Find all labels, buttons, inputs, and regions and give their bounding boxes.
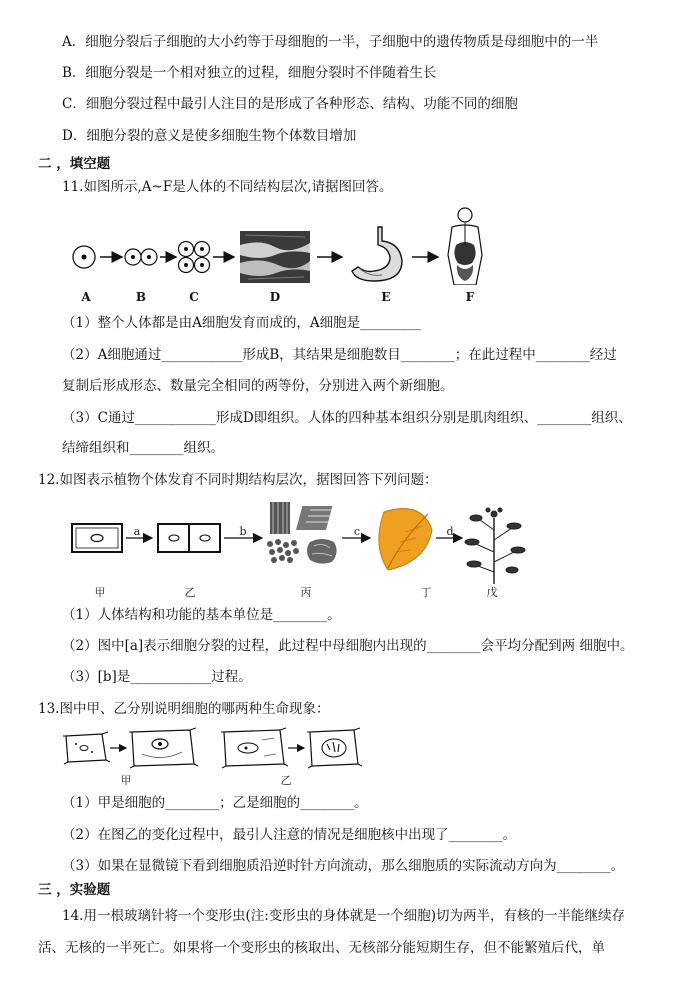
stomach-e-icon bbox=[352, 227, 402, 281]
figure-12-plant-development bbox=[66, 500, 536, 590]
question-14-line-2: 活、无核的一半死亡。如果将一个变形虫的核取出、无核部分能短期生存，但不能繁殖后代，单 bbox=[38, 940, 605, 956]
section-heading-fill-in: 二 ，填空题 bbox=[38, 156, 111, 172]
figure-12-label-wu: 戊 bbox=[486, 586, 498, 599]
figure-11-label-b: B bbox=[135, 290, 147, 304]
cell-c-icon bbox=[179, 242, 210, 273]
arrow-label-c: c bbox=[353, 525, 361, 538]
growth-large-cell-icon bbox=[129, 728, 198, 768]
question-11-part-2-cont: 复制后形成形态、数量完全相同的两等份，分别进入两个新细胞。 bbox=[62, 378, 454, 394]
cell-b-icon bbox=[125, 249, 157, 265]
figure-12-label-jia: 甲 bbox=[94, 586, 106, 599]
plant-wu-icon bbox=[465, 508, 525, 584]
figure-11-label-c: C bbox=[189, 290, 199, 304]
section-heading-experiment: 三 ，实验题 bbox=[38, 882, 111, 898]
leaf-ding-icon bbox=[379, 509, 432, 570]
figure-11-body-hierarchy bbox=[60, 205, 500, 285]
figure-13-cell-phenomena bbox=[62, 722, 362, 772]
question-13-part-2[interactable]: （2）在图乙的变化过程中，最引人注意的情况是细胞核中出现了________。 bbox=[62, 827, 517, 843]
figure-12-label-ding: 丁 bbox=[420, 586, 432, 599]
tissue-d-icon bbox=[240, 231, 310, 283]
question-14-line-1: 14.用一根玻璃针将一个变形虫(注:变形虫的身体就是一个细胞)切为两半，有核的一半能继续存 bbox=[62, 908, 626, 924]
option-b[interactable]: B．细胞分裂是一个相对独立的过程，细胞分裂时不伴随着生长 bbox=[62, 65, 437, 81]
division-nucleus-cell-icon bbox=[307, 728, 362, 768]
figure-11-label-d: D bbox=[269, 290, 281, 304]
figure-13-label-jia: 甲 bbox=[120, 774, 132, 787]
question-12-part-1[interactable]: （1）人体结构和功能的基本单位是________。 bbox=[62, 607, 341, 623]
question-12-part-3[interactable]: （3）[b]是____________过程。 bbox=[62, 669, 252, 685]
plant-cells-yi-icon bbox=[158, 524, 220, 552]
option-c[interactable]: C．细胞分裂过程中最引人注目的是形成了各种形态、结构、功能不同的细胞 bbox=[62, 96, 518, 112]
division-cell-icon bbox=[221, 728, 288, 768]
question-11-stem: 11.如图所示,A~F是人体的不同结构层次,请据图回答。 bbox=[62, 179, 393, 195]
question-12-part-2[interactable]: （2）图中[a]表示细胞分裂的过程，此过程中母细胞内出现的________会平均分配到两 细胞中。 bbox=[62, 638, 634, 654]
cell-a-icon bbox=[73, 246, 95, 268]
growth-small-cell-icon bbox=[63, 732, 110, 764]
figure-11-label-e: E bbox=[381, 290, 391, 304]
question-13-part-3[interactable]: （3）如果在显微镜下看到细胞质沿逆时针方向流动，那么细胞质的实际流动方向为________。 bbox=[62, 858, 625, 874]
figure-12-label-bing: 丙 bbox=[300, 586, 312, 599]
human-body-f-icon bbox=[448, 208, 482, 285]
figure-12-label-yi: 乙 bbox=[184, 586, 196, 599]
plant-cell-jia-icon bbox=[72, 524, 122, 552]
arrow-label-a: a bbox=[133, 525, 141, 538]
arrow-label-d: d bbox=[446, 525, 454, 538]
question-11-part-3-cont[interactable]: 结缔组织和________组织。 bbox=[62, 440, 224, 456]
question-11-part-2[interactable]: （2）A细胞通过____________形成B，其结果是细胞数目________；在此过程中________经过 bbox=[62, 347, 617, 363]
question-13-stem: 13.图中甲、乙分别说明细胞的哪两种生命现象： bbox=[38, 701, 330, 717]
figure-11-label-a: A bbox=[81, 290, 91, 304]
arrow-label-b: b bbox=[239, 525, 247, 538]
option-d[interactable]: D．细胞分裂的意义是使多细胞生物个体数目增加 bbox=[62, 128, 357, 144]
question-13-part-1[interactable]: （1）甲是细胞的________；乙是细胞的________。 bbox=[62, 795, 368, 811]
question-11-part-3[interactable]: （3）C通过____________形成D即组织。人体的四种基本组织分别是肌肉组织、________组织、 bbox=[62, 410, 632, 426]
figure-13-label-yi: 乙 bbox=[280, 774, 292, 787]
question-12-stem: 12.如图表示植物个体发育不同时期结构层次，据图回答下列问题： bbox=[38, 472, 438, 488]
figure-11-label-f: F bbox=[465, 290, 475, 304]
question-11-part-1[interactable]: （1）整个人体都是由A细胞发育而成的，A细胞是_________ bbox=[62, 315, 421, 331]
option-a[interactable]: A．细胞分裂后子细胞的大小约等于母细胞的一半，子细胞中的遗传物质是母细胞中的一半 bbox=[62, 34, 599, 50]
plant-tissues-bing-icon bbox=[267, 502, 337, 564]
